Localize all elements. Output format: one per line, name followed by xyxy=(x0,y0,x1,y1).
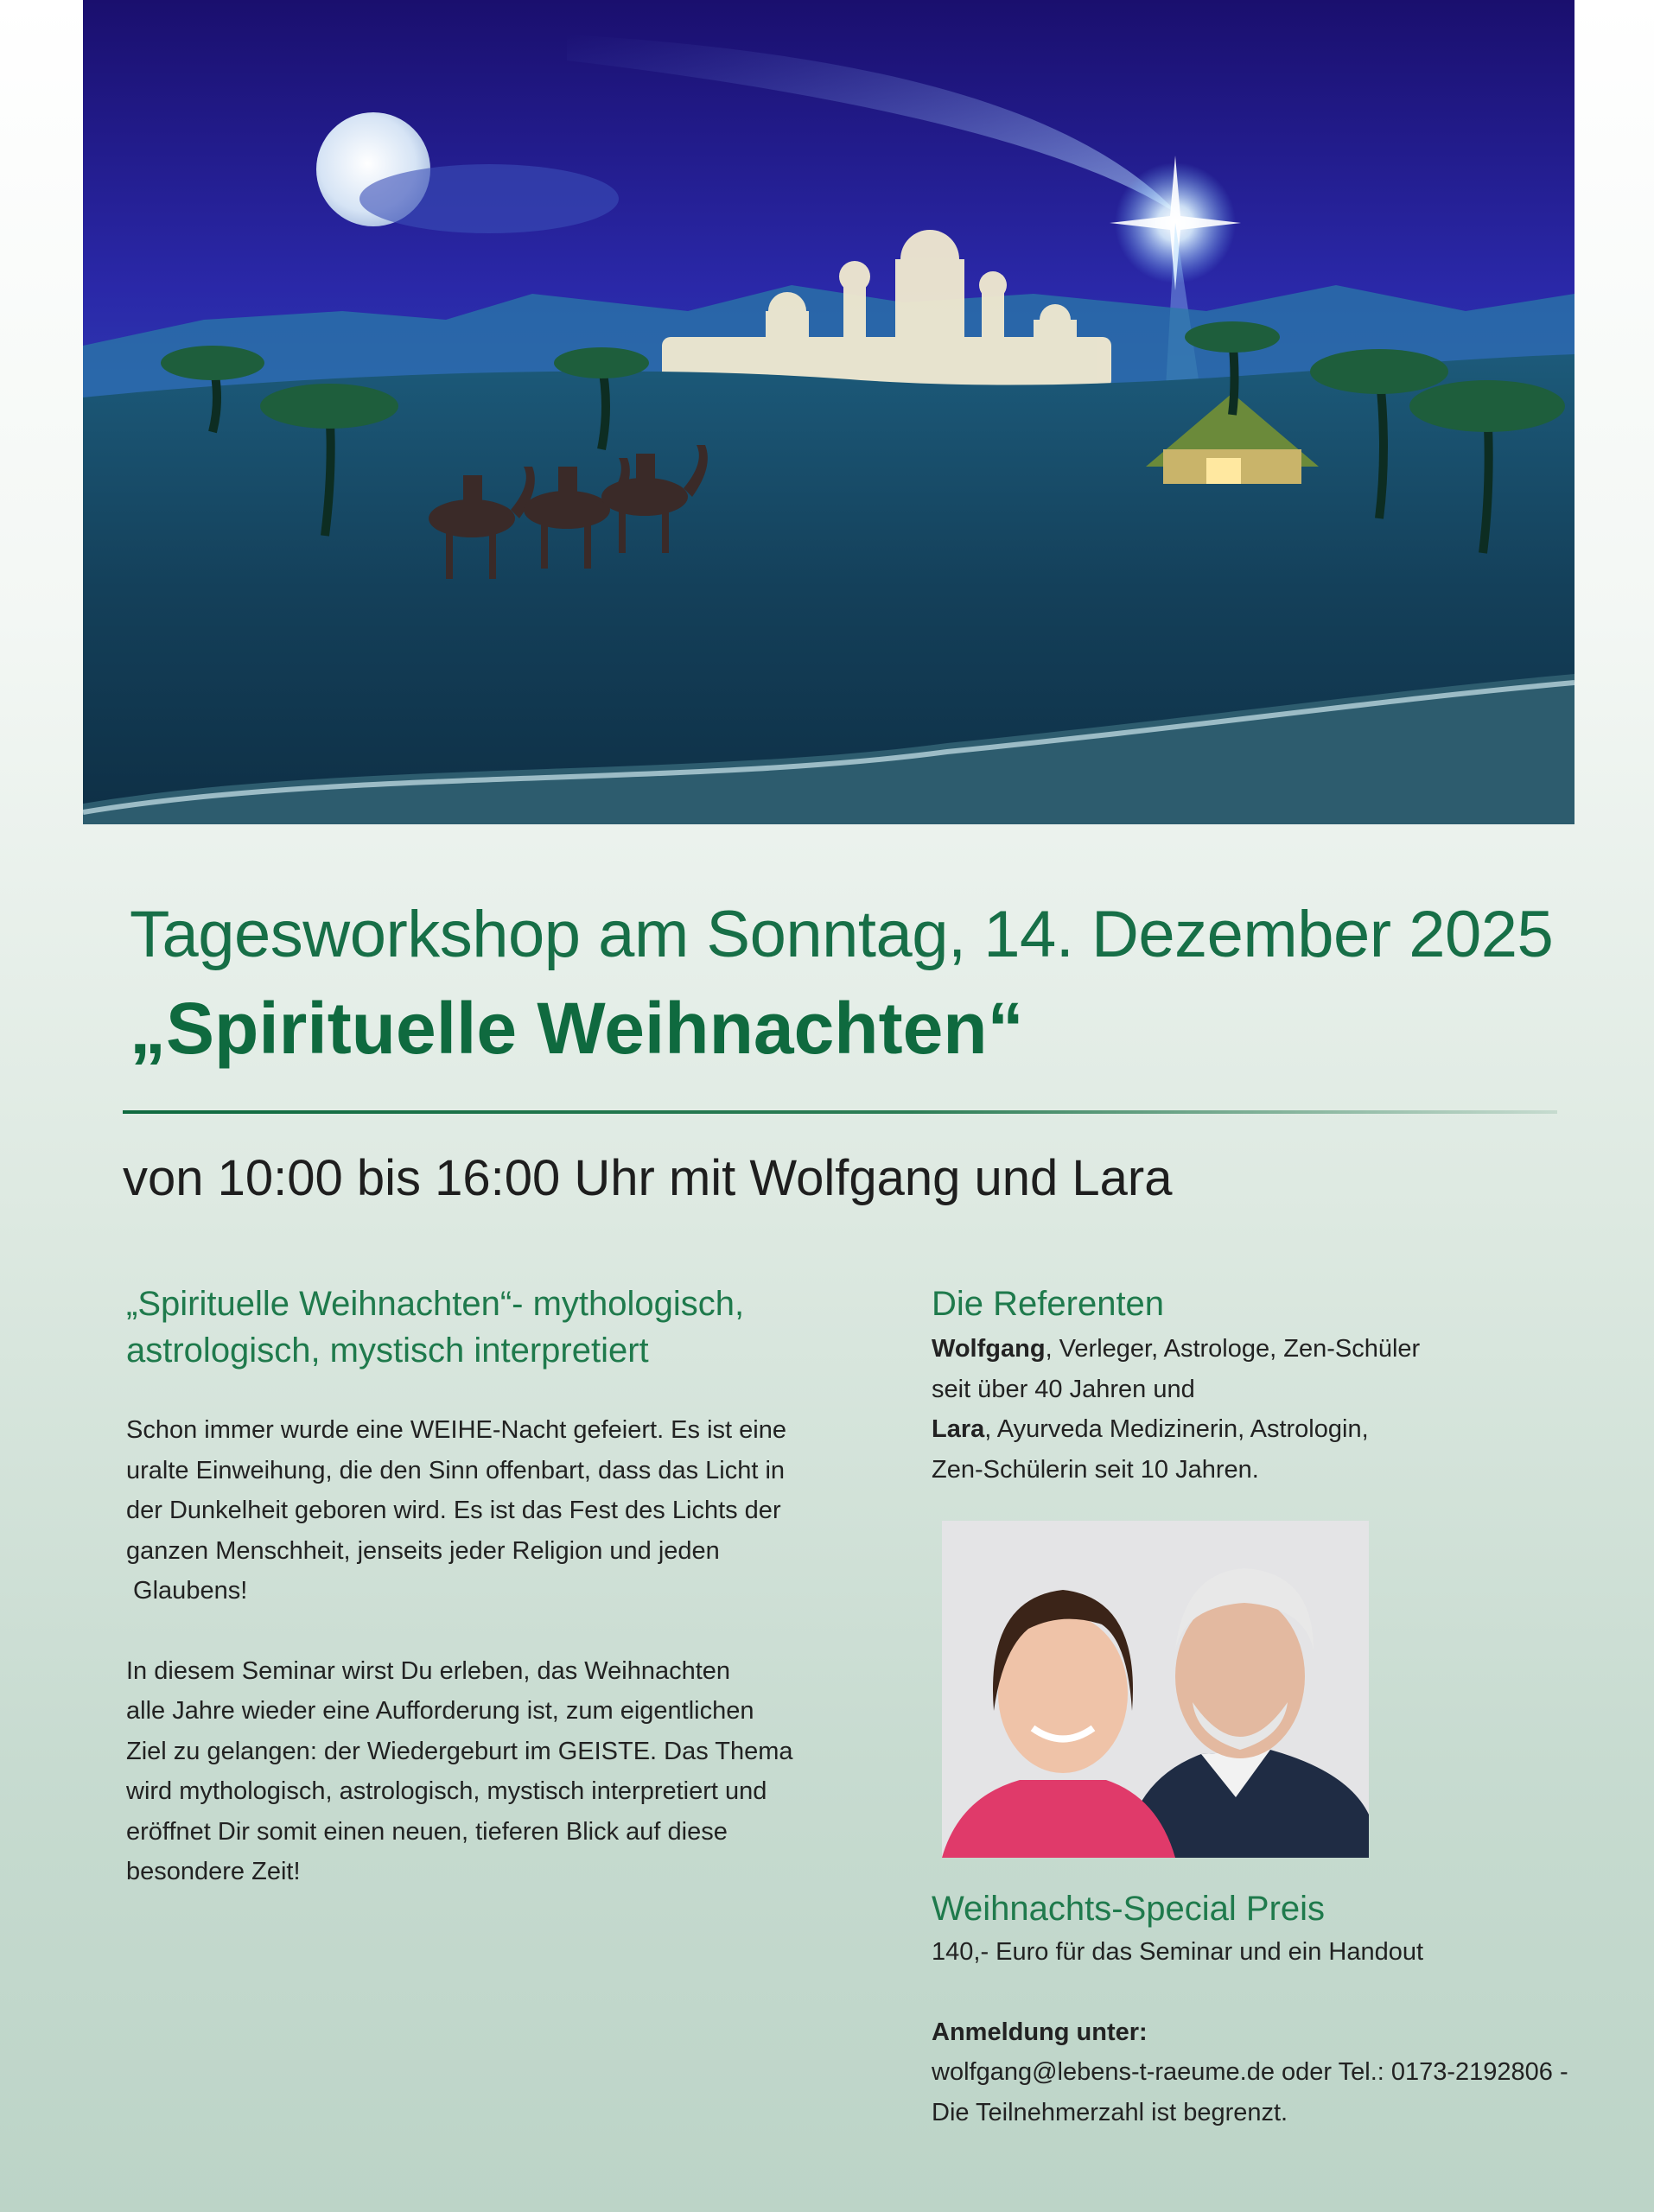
text-line: Ziel zu gelangen: der Wiedergeburt im GEISTE. Das Thema xyxy=(126,1737,793,1765)
registration-contact[interactable]: wolfgang@lebens-t-raeume.de oder Tel.: 0173-2192806 - xyxy=(932,2058,1568,2086)
event-time-line: von 10:00 bis 16:00 Uhr mit Wolfgang und Lara xyxy=(123,1150,1173,1206)
description-heading-line1: „Spirituelle Weihnachten“- mythologisch, xyxy=(126,1285,745,1323)
speakers-heading: Die Referenten xyxy=(932,1285,1165,1323)
divider xyxy=(123,1110,1557,1114)
registration-note: Die Teilnehmerzahl ist begrenzt. xyxy=(932,2098,1288,2126)
registration-block xyxy=(932,2012,1606,2133)
description-column xyxy=(126,1281,817,1892)
speaker-desc-lara-2: Zen-Schülerin seit 10 Jahren. xyxy=(932,1455,1259,1484)
speakers-portrait-image xyxy=(942,1521,1369,1858)
event-date-line: Tagesworkshop am Sonntag, 14. Dezember 2025 xyxy=(130,898,1554,971)
description-paragraph-1 xyxy=(126,1410,817,1611)
text-line: Schon immer wurde eine WEIHE-Nacht gefeiert. Es ist eine xyxy=(126,1416,786,1444)
speakers-column xyxy=(932,1281,1588,1490)
description-heading-line2: astrologisch, mystisch interpretiert xyxy=(126,1332,649,1370)
text-line: alle Jahre wieder eine Aufforderung ist, zum eigentlichen xyxy=(126,1697,754,1725)
description-paragraph-2 xyxy=(126,1651,817,1892)
speaker-desc-wolfgang: , Verleger, Astrologe, Zen-Schüler xyxy=(1045,1335,1421,1363)
text-line: besondere Zeit! xyxy=(126,1858,301,1885)
price-section xyxy=(932,1885,1606,2133)
text-line: wird mythologisch, astrologisch, mystisch interpretiert und xyxy=(126,1777,767,1805)
event-title: „Spirituelle Weihnachten“ xyxy=(130,988,1024,1069)
registration-label: Anmeldung unter: xyxy=(932,2018,1148,2046)
text-line: uralte Einweihung, die den Sinn offenbart, dass das Licht in xyxy=(126,1456,786,1484)
speaker-desc-wolfgang-2: seit über 40 Jahren und xyxy=(932,1375,1195,1403)
hero-image xyxy=(83,0,1574,824)
text-line: In diesem Seminar wirst Du erleben, das Weihnachten xyxy=(126,1656,731,1685)
speakers-text xyxy=(932,1329,1588,1490)
description-heading xyxy=(126,1281,817,1374)
speaker-name-wolfgang: Wolfgang xyxy=(932,1335,1046,1363)
speaker-name-lara: Lara xyxy=(932,1415,985,1443)
text-line: Glaubens! xyxy=(126,1577,248,1605)
price-heading: Weihnachts-Special Preis xyxy=(932,1890,1326,1928)
text-line: der Dunkelheit geboren wird. Es ist das Fest des Lichts der xyxy=(126,1497,781,1524)
speaker-desc-lara: , Ayurveda Medizinerin, Astrologin, xyxy=(984,1415,1369,1443)
text-line: ganzen Menschheit, jenseits jeder Religion und jeden xyxy=(126,1536,720,1565)
price-text: 140,- Euro für das Seminar und ein Handout xyxy=(932,1938,1424,1966)
nativity-night-scene-image xyxy=(83,0,1574,824)
text-line: eröffnet Dir somit einen neuen, tieferen Blick auf diese xyxy=(126,1817,728,1846)
speakers-photo xyxy=(942,1521,1369,1858)
